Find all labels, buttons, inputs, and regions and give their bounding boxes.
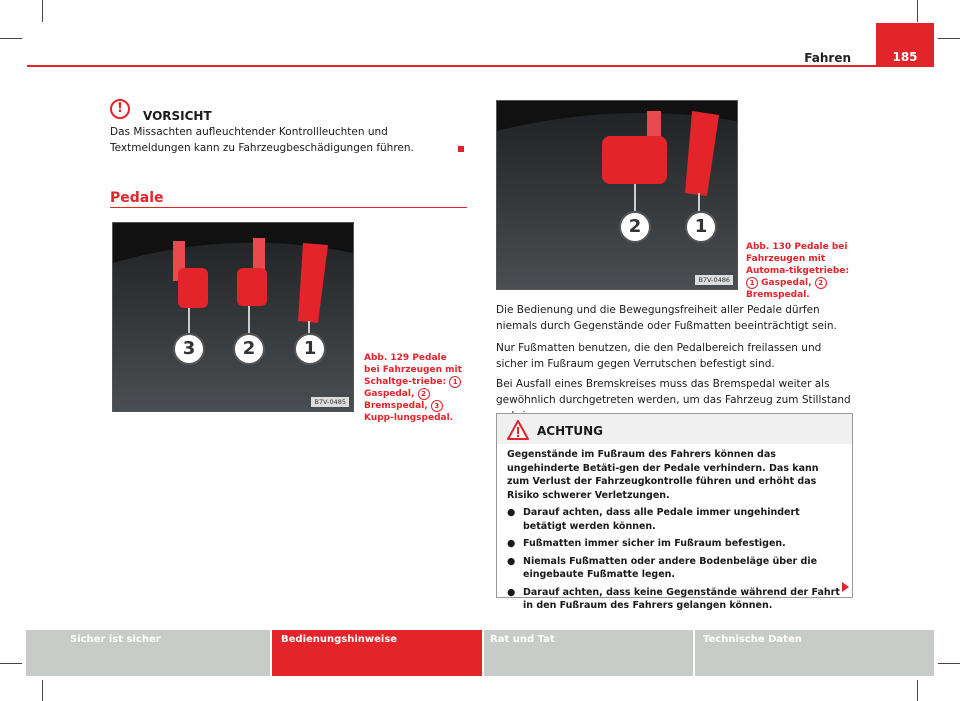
figure-130-caption xyxy=(746,241,856,301)
caption-part: Gaspedal, xyxy=(364,389,415,399)
figure-code: B7V-0486 xyxy=(695,275,733,285)
crop-mark xyxy=(938,38,960,39)
warning-box xyxy=(496,413,853,611)
caption-part: Bremspedal, xyxy=(364,401,428,411)
callout-1: 1 xyxy=(294,333,326,365)
crop-mark xyxy=(917,680,918,701)
callout-2: 2 xyxy=(619,211,651,243)
paragraph: Die Bedienung und die Bewegungsfreiheit aller Pedale dürfen niemals durch Gegenstände oder Fußmatten beeinträchtigt sein. xyxy=(496,304,837,332)
crop-mark xyxy=(0,663,22,664)
caution-icon: ! xyxy=(110,99,130,119)
callout-1: 1 xyxy=(685,211,717,243)
caution-title: VORSICHT xyxy=(143,109,212,123)
crop-mark xyxy=(938,663,960,664)
warning-title: ACHTUNG xyxy=(537,424,603,438)
manual-pedals-illustration xyxy=(113,223,353,411)
footer-tab-bedienung[interactable]: Bedienungshinweise xyxy=(272,630,482,676)
warning-triangle-icon xyxy=(507,420,529,440)
section-title: Pedale xyxy=(110,190,164,206)
circle-number: 2 xyxy=(418,388,430,400)
caption-prefix: Abb. 130 Pedale bei Fahrzeugen mit Automa-tikgetriebe: xyxy=(746,242,850,276)
circle-number: 1 xyxy=(746,277,758,289)
crop-mark xyxy=(42,680,43,701)
caption-part: Kupp-lungspedal. xyxy=(364,413,454,423)
circle-number: 1 xyxy=(449,376,461,388)
paragraph: Bei Ausfall eines Bremskreises muss das Bremspedal weiter als gewöhnlich durchgetreten werden, um das Fahrzeug zum Stillstand xyxy=(496,378,851,406)
figure-130-photo xyxy=(496,100,738,290)
warning-bullet: ● Fußmatten immer sicher im Fußraum befestigen. xyxy=(507,538,786,549)
section-rule xyxy=(110,207,467,208)
warning-bullet: ● Darauf achten, dass keine Gegenstände während der Fahrt in den Fußraum des Fahrers gelangen können. xyxy=(507,586,840,611)
callout-3: 3 xyxy=(173,333,205,365)
chapter-title: Fahren xyxy=(804,51,851,65)
caption-part: Gaspedal, xyxy=(761,278,812,288)
automatic-pedals-illustration xyxy=(497,101,737,289)
footer-tab-technik[interactable]: Technische Daten xyxy=(695,630,934,676)
header-rule xyxy=(27,65,934,67)
end-marker xyxy=(458,146,464,152)
warning-bullet: ● Niemals Fußmatten oder andere Bodenbeläge über die eingebaute Fußmatte legen. xyxy=(507,555,818,580)
crop-mark xyxy=(917,0,918,22)
crop-mark xyxy=(42,0,43,22)
paragraph: Nur Fußmatten benutzen, die den Pedalbereich freilassen und sicher im Fußraum gegen Verrutschen befestigt sind. xyxy=(496,342,822,370)
footer-tab-sicher[interactable]: Sicher ist sicher xyxy=(26,630,270,676)
continue-arrow-icon xyxy=(842,582,849,592)
callout-2: 2 xyxy=(233,333,265,365)
figure-129-caption xyxy=(364,352,464,424)
page-number: 185 xyxy=(892,50,918,64)
warning-intro: Gegenstände im Fußraum des Fahrers können das ungehinderte Betäti-gen der Pedale verhindern. Das kann zum Verlust der Fahrzeugkontrolle führen und erhöht das Risiko schwerer Verletzungen. xyxy=(507,449,819,501)
figure-code: B7V-0485 xyxy=(311,397,349,407)
warning-bullet: ● Darauf achten, dass alle Pedale immer ungehindert betätigt werden können. xyxy=(507,507,800,532)
caution-text: Das Missachten aufleuchtender Kontrollleuchten und Textmeldungen kann zu Fahrzeugbeschädigungen führen. xyxy=(110,126,414,154)
caption-part: Bremspedal. xyxy=(746,290,810,300)
figure-129-photo xyxy=(112,222,354,412)
circle-number: 2 xyxy=(815,277,827,289)
crop-mark xyxy=(0,38,22,39)
warning-body xyxy=(507,448,843,617)
footer-tab-rat[interactable]: Rat und Tat xyxy=(484,630,693,676)
circle-number: 3 xyxy=(431,400,443,412)
caption-prefix: Abb. 129 Pedale bei Fahrzeugen mit Schaltge-triebe: xyxy=(364,353,462,387)
